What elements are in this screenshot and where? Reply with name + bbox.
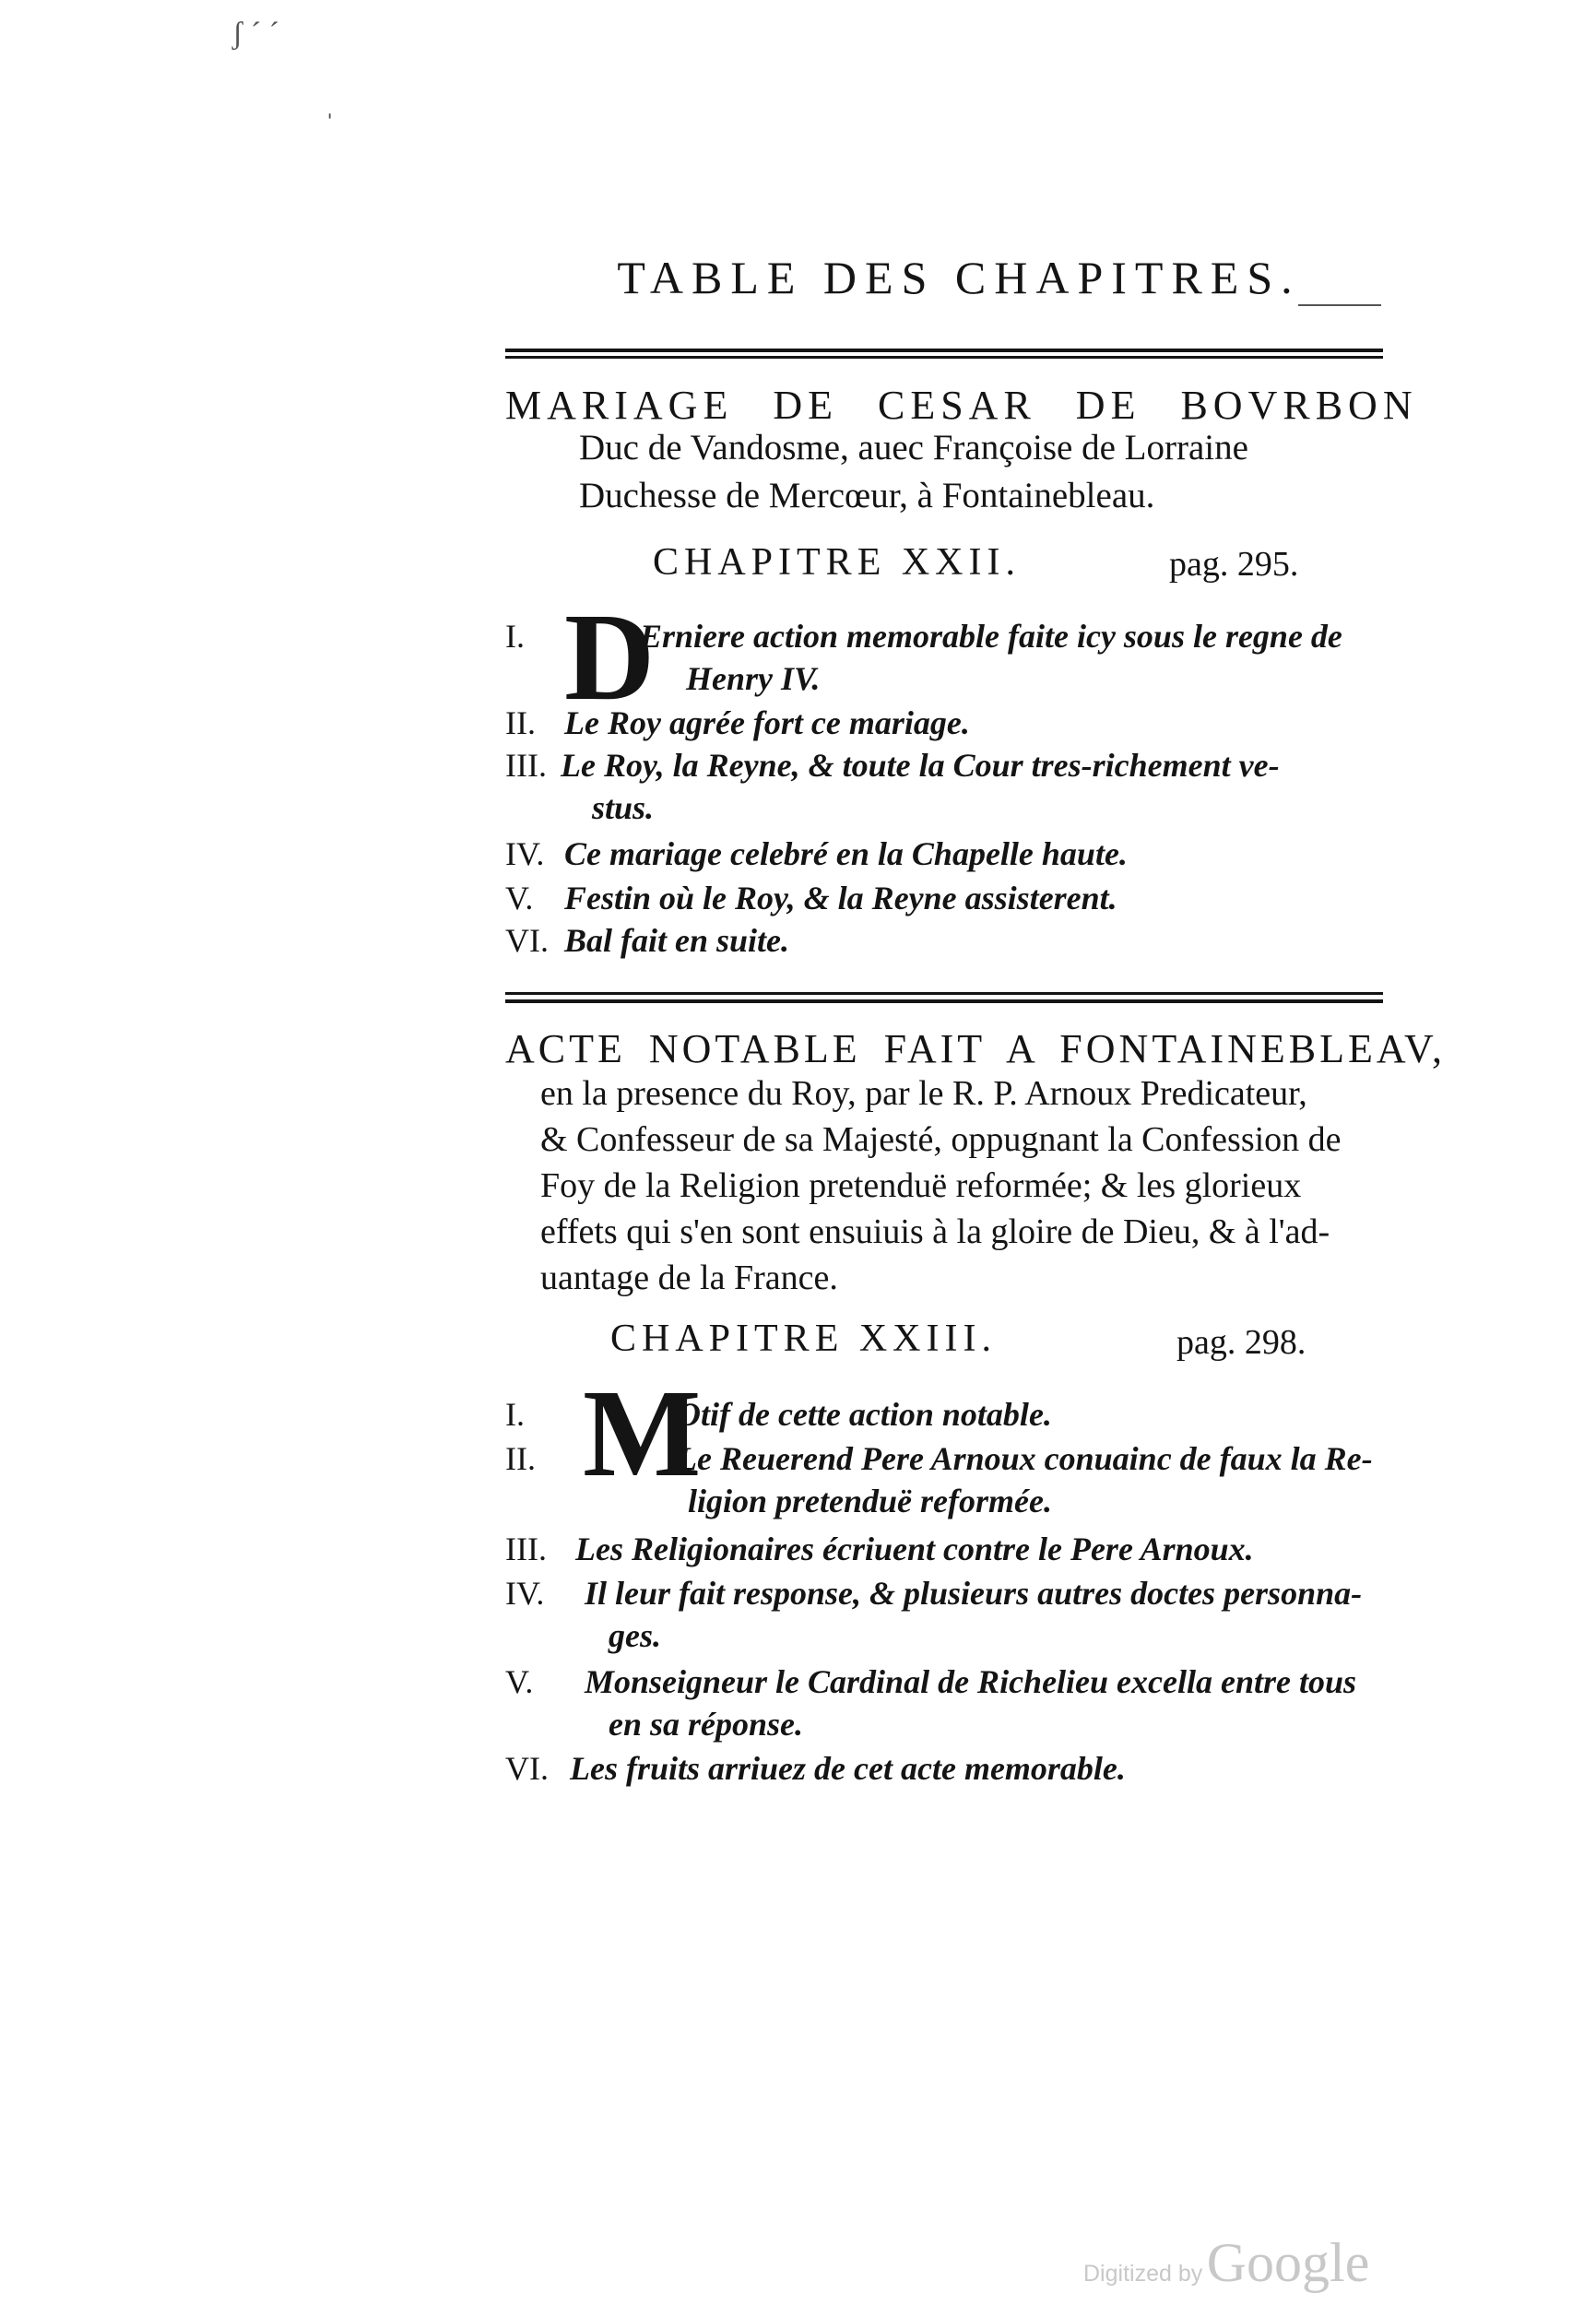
digitized-stamp bbox=[1083, 2231, 1369, 2295]
list-item: IV. Ce mariage celebré en la Chapelle haute. bbox=[505, 835, 1128, 872]
list-item: I. Erniere action memorable faite icy sous le regne de bbox=[505, 618, 1342, 655]
list-item: III. Les Religionaires écriuent contre le Pere Arnoux. bbox=[505, 1531, 1254, 1567]
title-line: & Confesseur de sa Majesté, oppugnant la Confession de bbox=[540, 1120, 1342, 1159]
list-item: III. Le Roy, la Reyne, & toute la Cour tres-richement ve- bbox=[505, 747, 1280, 784]
list-item: en sa réponse. bbox=[609, 1706, 804, 1743]
list-item: stus. bbox=[592, 789, 655, 826]
drop-cap: M bbox=[583, 1365, 702, 1503]
list-item: II. Le Roy agrée fort ce mariage. bbox=[505, 704, 970, 741]
list-item: ligion pretenduë reformée. bbox=[688, 1483, 1052, 1519]
list-item: VI. Les fruits arriuez de cet acte memorable. bbox=[505, 1750, 1126, 1787]
stamp-prefix: Digitized by bbox=[1083, 2261, 1203, 2287]
title-line: Foy de la Religion pretenduë reformée; & les glorieux bbox=[540, 1166, 1302, 1205]
chapter-heading: CHAPITRE XXII. bbox=[653, 541, 1021, 584]
list-item: V. Monseigneur le Cardinal de Richelieu excella entre tous bbox=[505, 1663, 1357, 1700]
scan-mark: ʃ ˊ ˊ bbox=[232, 17, 279, 51]
title-line: effets qui s'en sont ensuiuis à la gloire de Dieu, & à l'ad- bbox=[540, 1212, 1330, 1251]
list-item: ges. bbox=[609, 1617, 661, 1654]
list-item: VI. Bal fait en suite. bbox=[505, 922, 790, 959]
section-rule bbox=[505, 999, 1383, 1003]
page-reference: pag. 298. bbox=[1176, 1323, 1306, 1362]
list-item: II. Le Reuerend Pere Arnoux conuainc de faux la Re- bbox=[505, 1440, 1373, 1477]
head-dash bbox=[1298, 304, 1381, 306]
list-item: I. Otif de cette action notable. bbox=[505, 1396, 1052, 1433]
list-item: V. Festin où le Roy, & la Reyne assisterent. bbox=[505, 880, 1117, 916]
scan-mark: ˌ bbox=[325, 85, 336, 119]
section-title: ACTE NOTABLE FAIT A FONTAINEBLEAV, bbox=[505, 1026, 1447, 1071]
title-line: Duchesse de Mercœur, à Fontainebleau. bbox=[579, 476, 1155, 515]
section-rule bbox=[505, 356, 1383, 359]
title-line: Duc de Vandosme, auec Françoise de Lorraine bbox=[579, 428, 1248, 467]
running-head: TABLE DES CHAPITRES. bbox=[617, 252, 1301, 303]
section-rule bbox=[505, 992, 1383, 995]
title-line: uantage de la France. bbox=[540, 1259, 838, 1297]
drop-cap: D bbox=[564, 588, 656, 727]
title-line: en la presence du Roy, par le R. P. Arnoux Predicateur, bbox=[540, 1074, 1307, 1113]
section-rule bbox=[505, 349, 1383, 352]
section-title: MARIAGE DE CESAR DE BOVRBON bbox=[505, 383, 1418, 428]
google-logo: Google bbox=[1206, 2232, 1370, 2293]
chapter-heading: CHAPITRE XXIII. bbox=[610, 1318, 997, 1360]
page-reference: pag. 295. bbox=[1169, 545, 1299, 584]
list-item: IV. Il leur fait response, & plusieurs autres doctes personna- bbox=[505, 1575, 1363, 1612]
list-item: Henry IV. bbox=[686, 660, 821, 697]
